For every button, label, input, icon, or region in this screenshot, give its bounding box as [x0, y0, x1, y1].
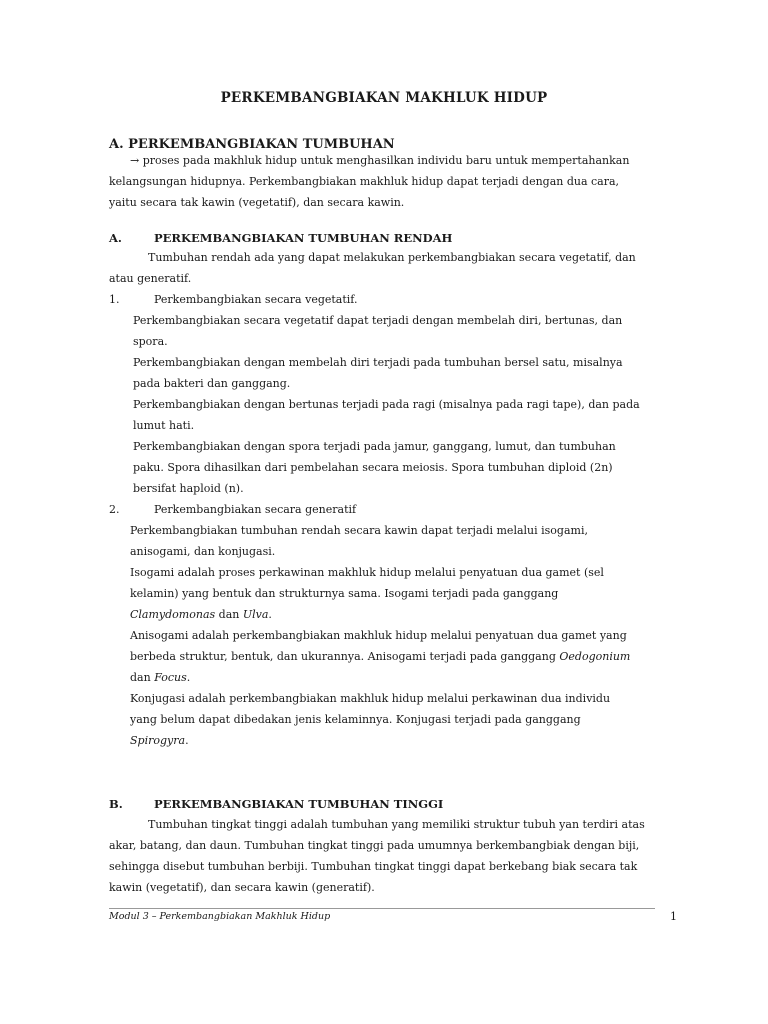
sub-b-line-3: sehingga disebut tumbuhan berbiji. Tumbuhan tingkat tinggi dapat berkebang biak secara tak [109, 860, 638, 873]
page-title: PERKEMBANGBIAKAN MAKHLUK HIDUP [220, 90, 548, 106]
item2-heading: Perkembangbiakan secara generatif [154, 503, 357, 516]
item2-line-3: Isogami adalah proses perkawinan makhluk hidup melalui penyatuan dua gamet (sel [130, 566, 604, 579]
item1-line-4: pada bakteri dan ganggang. [133, 377, 291, 390]
sub-a-heading: PERKEMBANGBIAKAN TUMBUHAN RENDAH [154, 231, 453, 245]
intro-line-3: yaitu secara tak kawin (vegetatif), dan secara kawin. [109, 196, 405, 209]
dan-text-1: dan [215, 608, 243, 621]
item1-line-6: lumut hati. [133, 419, 195, 432]
oedogonium-term: Oedogonium [559, 650, 631, 663]
footer-text: Modul 3 – Perkembangbiakan Makhluk Hidup [109, 911, 331, 922]
section-a-heading: A. PERKEMBANGBIAKAN TUMBUHAN [109, 137, 395, 152]
period-1: . [268, 608, 272, 621]
item1-line-7: Perkembangbiakan dengan spora terjadi pada jamur, ganggang, lumut, dan tumbuhan [133, 440, 616, 453]
anisogami-text: berbeda struktur, bentuk, dan ukurannya. Anisogami terjadi pada ganggang [130, 650, 556, 663]
item2-line-8 [130, 671, 190, 684]
item2-marker: 2. [109, 503, 120, 516]
sub-a-marker: A. [109, 231, 122, 245]
sub-b-line-4: kawin (vegetatif), dan secara kawin (generatif). [109, 881, 375, 894]
item1-line-1: Perkembangbiakan secara vegetatif dapat terjadi dengan membelah diri, bertunas, dan [133, 314, 623, 327]
page-number: 1 [670, 910, 677, 923]
item2-line-1: Perkembangbiakan tumbuhan rendah secara kawin dapat terjadi melalui isogami, [130, 524, 588, 537]
item2-line-2: anisogami, dan konjugasi. [130, 545, 276, 558]
intro-line-2: kelangsungan hidupnya. Perkembangbiakan makhluk hidup dapat terjadi dengan dua cara, [109, 175, 620, 188]
period-2: . [186, 671, 191, 684]
item2-line-7 [130, 650, 630, 663]
dan-text-2: dan [130, 671, 155, 684]
item2-line-10: yang belum dapat dibedakan jenis kelaminnya. Konjugasi terjadi pada ganggang [130, 713, 581, 726]
sub-b-line-1: Tumbuhan tingkat tinggi adalah tumbuhan yang memiliki struktur tubuh yan terdiri atas [148, 818, 645, 831]
item1-line-2: spora. [133, 335, 168, 348]
sub-b-heading: PERKEMBANGBIAKAN TUMBUHAN TINGGI [154, 797, 444, 811]
item2-line-6: Anisogami adalah perkembangbiakan makhluk hidup melalui penyatuan dua gamet yang [130, 629, 627, 642]
footer-divider [109, 908, 655, 909]
item2-line-5 [130, 608, 272, 621]
period-3: . [185, 734, 189, 747]
sub-a-intro-1: Tumbuhan rendah ada yang dapat melakukan perkembangbiakan secara vegetatif, dan [148, 251, 636, 264]
item2-line-9: Konjugasi adalah perkembangbiakan makhluk hidup melalui perkawinan dua individu [130, 692, 611, 705]
sub-b-line-2: akar, batang, dan daun. Tumbuhan tingkat tinggi pada umumnya berkembangbiak dengan biji, [109, 839, 640, 852]
sub-b-marker: B. [109, 797, 123, 811]
item2-line-11 [130, 734, 189, 747]
clamydomonas-term: Clamydomonas [130, 608, 216, 621]
item1-heading: Perkembangbiakan secara vegetatif. [154, 293, 358, 306]
item1-marker: 1. [109, 293, 120, 306]
spirogyra-term: Spirogyra [130, 734, 186, 747]
item1-line-8: paku. Spora dihasilkan dari pembelahan secara meiosis. Spora tumbuhan diploid (2n) [133, 461, 613, 474]
item2-line-4: kelamin) yang bentuk dan strukturnya sama. Isogami terjadi pada ganggang [130, 587, 559, 600]
sub-a-intro-2: atau generatif. [109, 272, 192, 285]
intro-line-1: → proses pada makhluk hidup untuk menghasilkan individu baru untuk mempertahankan [130, 154, 630, 167]
ulva-term: Ulva [242, 608, 269, 621]
item1-line-9: bersifat haploid (n). [133, 482, 244, 495]
focus-term: Focus [154, 671, 187, 684]
item1-line-5: Perkembangbiakan dengan bertunas terjadi pada ragi (misalnya pada ragi tape), dan pada [133, 398, 640, 411]
item1-line-3: Perkembangbiakan dengan membelah diri terjadi pada tumbuhan bersel satu, misalnya [133, 356, 623, 369]
